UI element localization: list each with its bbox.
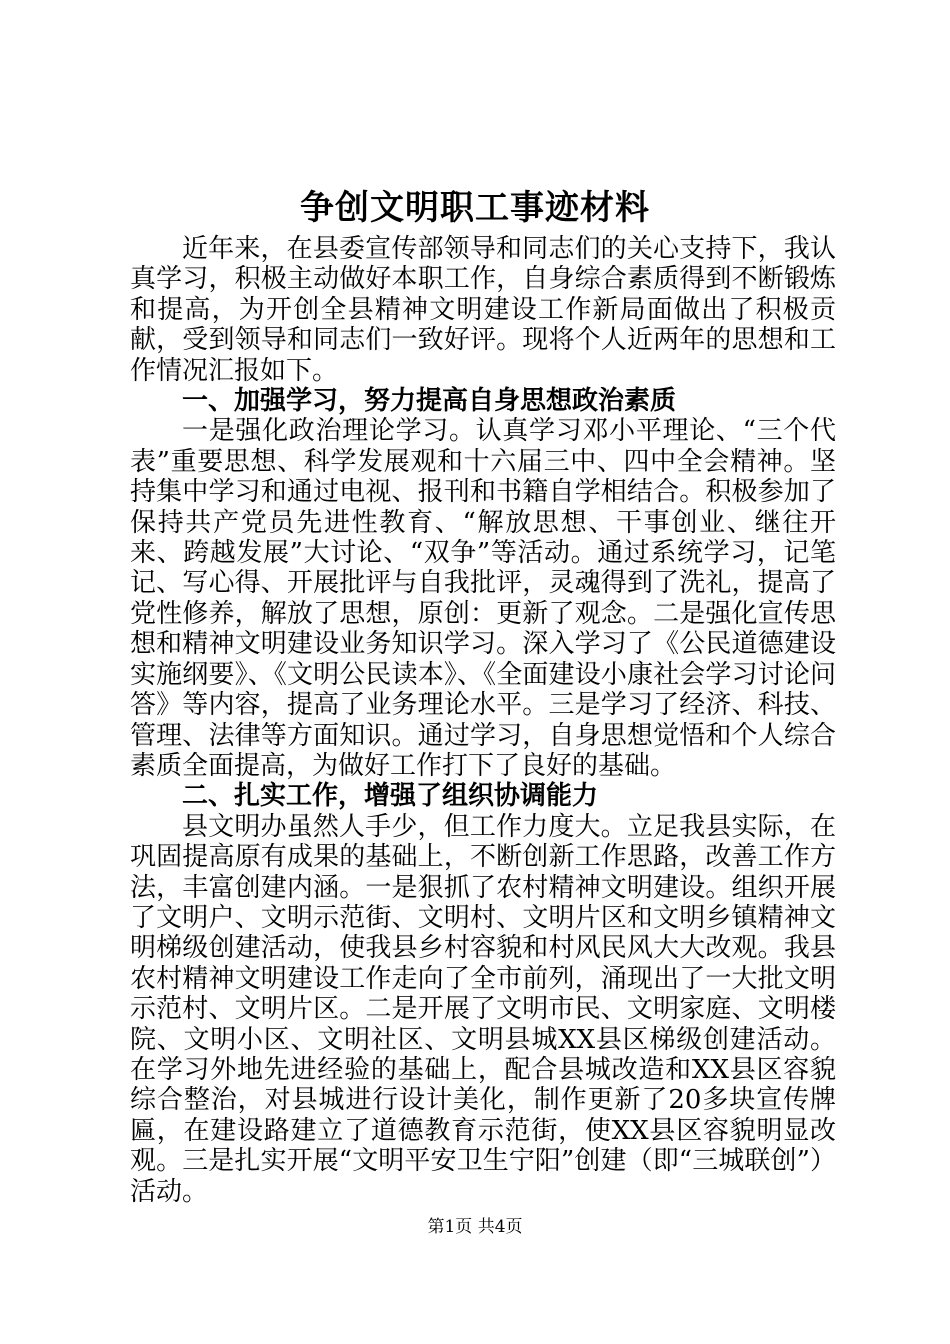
section-2-paragraph: 县文明办虽然人手少，但工作力度大。立足我县实际，在巩固提高原有成果的基础上，不断创新工作思路，改善工作方法，丰富创建内涵。一是狠抓了农村精神文明建设。组织开展了文明户、文明示范街、文明村、文明片区和文明乡镇精神文明梯级创建活动，使我县乡村容貌和村风民风大大改观。我县农村精神文明建设工作走向了全市前列，涌现出了一大批文明示范村、文明片区。二是开展了文明市民、文明家庭、文明楼院、文明小区、文明社区、文明县城XX县区梯级创建活动。在学习外地先进经验的基础上，配合县城改造和XX县区容貌综合整治，对县城进行设计美化，制作更新了20多块宣传牌匾，在建设路建立了道德教育示范街，使XX县区容貌明显改观。三是扎实开展“文明平安卫生宁阳”创建（即“三城联创”）活动。: [130, 811, 836, 1207]
document-body: [130, 234, 836, 1207]
section-1-paragraph: 一是强化政治理论学习。认真学习邓小平理论、“三个代表”重要思想、科学发展观和十六届三中、四中全会精神。坚持集中学习和通过电视、报刊和书籍自学相结合。积极参加了保持共产党员先进性教育、“解放思想、干事创业、继往开来、跨越发展”大讨论、“双争”等活动。通过系统学习，记笔记、写心得、开展批评与自我批评，灵魂得到了洗礼，提高了党性修养，解放了思想，原创：更新了观念。二是强化宣传思想和精神文明建设业务知识学习。深入学习了《公民道德建设实施纲要》、《文明公民读本》、《全面建设小康社会学习讨论问答》等内容，提高了业务理论水平。三是学习了经济、科技、管理、法律等方面知识。通过学习，自身思想觉悟和个人综合素质全面提高，为做好工作打下了良好的基础。: [130, 416, 836, 781]
section-1-heading: 一、加强学习，努力提高自身思想政治素质: [182, 386, 677, 417]
page-footer: 第1页 共4页: [427, 1217, 523, 1237]
document-title: 争创文明职工事迹材料: [300, 188, 650, 228]
section-2-heading: 二、扎实工作，增强了组织协调能力: [182, 781, 599, 812]
intro-paragraph: 近年来，在县委宣传部领导和同志们的关心支持下，我认真学习，积极主动做好本职工作，自身综合素质得到不断锻炼和提高，为开创全县精神文明建设工作新局面做出了积极贡献，受到领导和同志们一致好评。现将个人近两年的思想和工作情况汇报如下。: [130, 234, 836, 386]
